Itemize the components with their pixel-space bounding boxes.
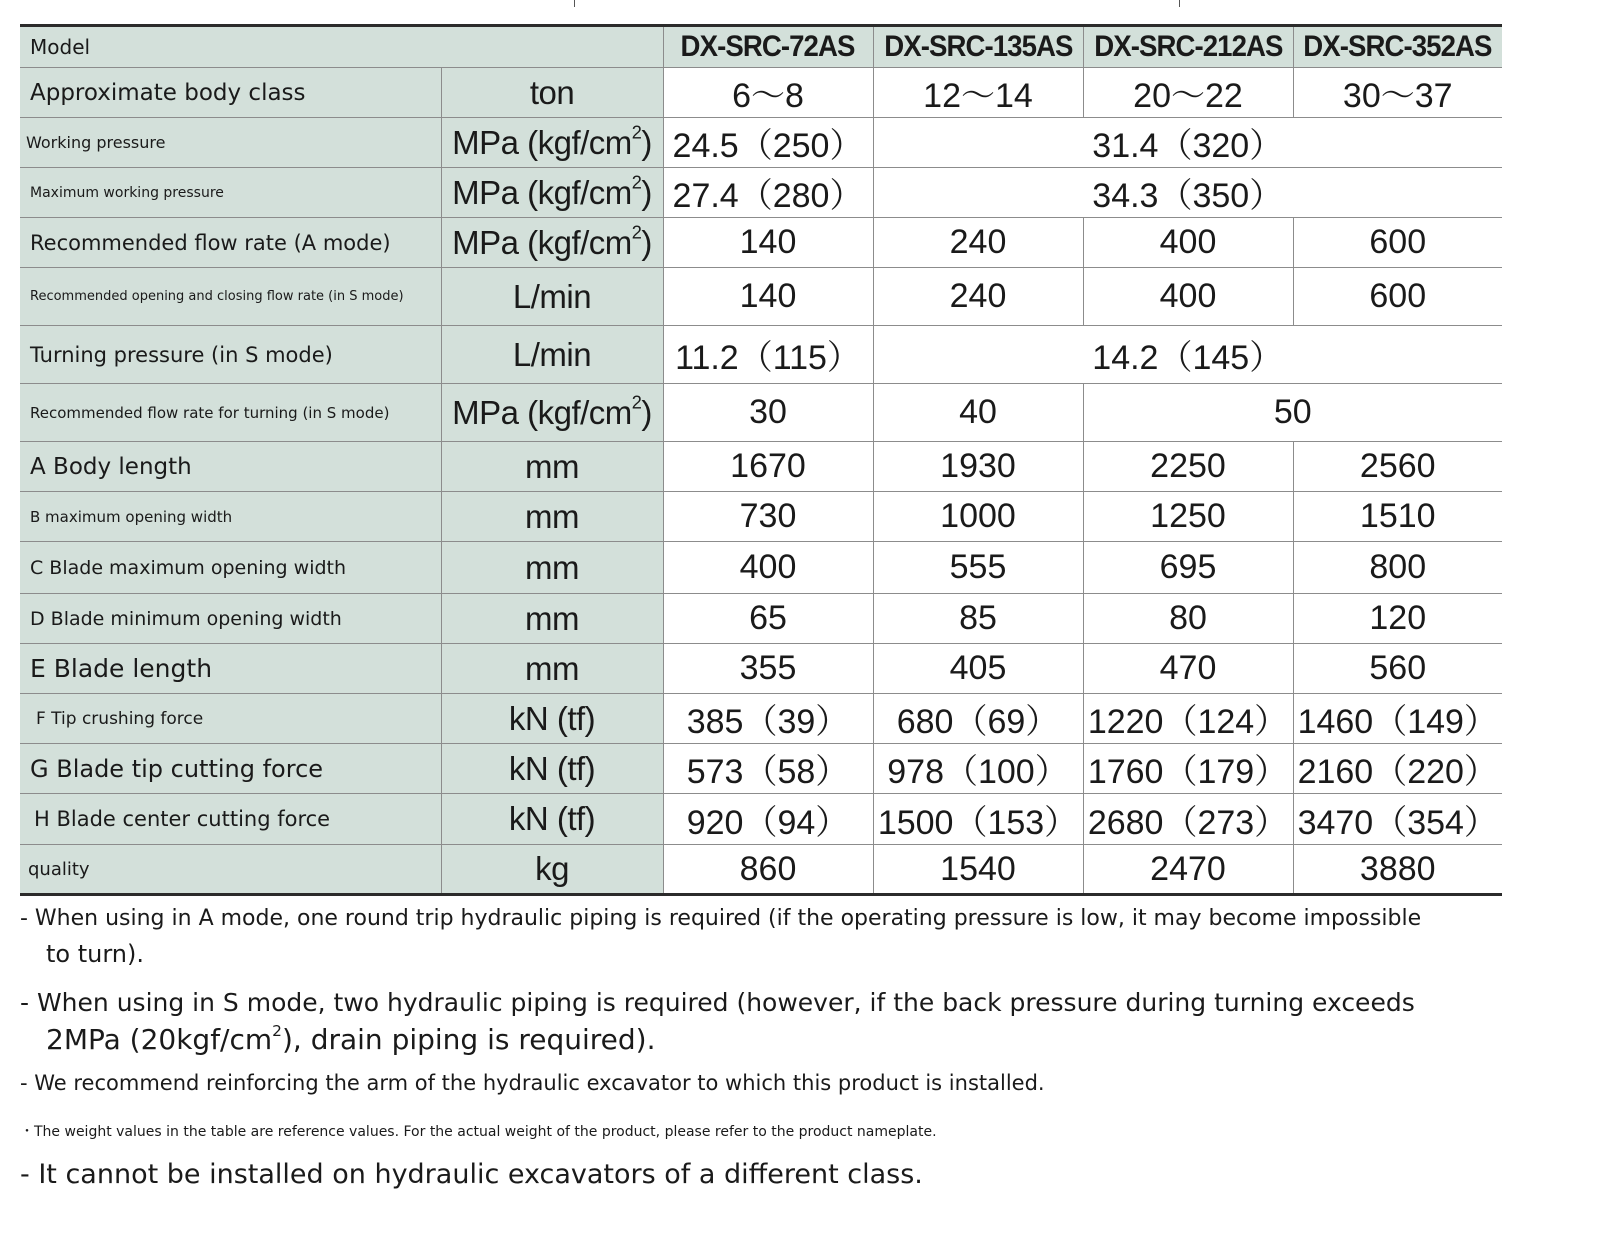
row-unit: kN (tf) bbox=[441, 794, 663, 845]
cell-value: 555 bbox=[873, 542, 1083, 594]
cell-value: 1460（149） bbox=[1293, 694, 1502, 744]
row-label: A Body length bbox=[20, 442, 441, 492]
row-unit: L/min bbox=[441, 268, 663, 326]
cell-value: 2680（273） bbox=[1083, 794, 1293, 845]
note-weight-reference: ・The weight values in the table are reference values. For the actual weight of the product, please refer to the product nameplate. bbox=[20, 1124, 937, 1140]
cell-value: 140 bbox=[663, 268, 873, 326]
cell-value: 355 bbox=[663, 644, 873, 694]
row-label: Recommended flow rate for turning (in S mode) bbox=[20, 384, 441, 442]
cell-value-merged: 50 bbox=[1083, 384, 1502, 442]
table-row bbox=[20, 542, 1502, 594]
cell-value: 573（58） bbox=[663, 744, 873, 794]
row-label: quality bbox=[20, 845, 441, 895]
cell-value: 120 bbox=[1293, 594, 1502, 644]
table-row bbox=[20, 594, 1502, 644]
cell-value: 470 bbox=[1083, 644, 1293, 694]
cell-value: 405 bbox=[873, 644, 1083, 694]
cell-value: 680（69） bbox=[873, 694, 1083, 744]
row-label: G Blade tip cutting force bbox=[20, 744, 441, 794]
row-label: Recommended flow rate (A mode) bbox=[20, 218, 441, 268]
cell-value: 80 bbox=[1083, 594, 1293, 644]
row-label: C Blade maximum opening width bbox=[20, 542, 441, 594]
model-header-135as: DX-SRC-135AS bbox=[873, 26, 1083, 68]
row-label: H Blade center cutting force bbox=[20, 794, 441, 845]
row-unit: kN (tf) bbox=[441, 744, 663, 794]
table-row bbox=[20, 644, 1502, 694]
cell-value: 800 bbox=[1293, 542, 1502, 594]
cell-value: 12～14 bbox=[873, 68, 1083, 118]
row-unit: mm bbox=[441, 492, 663, 542]
crop-tick-mark bbox=[1179, 0, 1180, 7]
model-header-72as: DX-SRC-72AS bbox=[663, 26, 873, 68]
model-header-label: Model bbox=[20, 26, 663, 68]
row-label: Recommended opening and closing flow rate (in S mode) bbox=[20, 268, 441, 326]
cell-value: 27.4（280） bbox=[663, 168, 873, 218]
cell-value: 11.2（115） bbox=[663, 326, 873, 384]
cell-value: 3880 bbox=[1293, 845, 1502, 895]
table-row bbox=[20, 384, 1502, 442]
model-header-352as: DX-SRC-352AS bbox=[1293, 26, 1502, 68]
crop-tick-mark bbox=[574, 0, 575, 7]
cell-value: 1000 bbox=[873, 492, 1083, 542]
cell-value: 20～22 bbox=[1083, 68, 1293, 118]
cell-value: 1930 bbox=[873, 442, 1083, 492]
cell-value: 30～37 bbox=[1293, 68, 1502, 118]
row-label: B maximum opening width bbox=[20, 492, 441, 542]
row-label: E Blade length bbox=[20, 644, 441, 694]
note-s-mode-line2: 2MPa $(20kgf/cm^2)$, drain piping is required). bbox=[46, 1021, 656, 1056]
table-row bbox=[20, 845, 1502, 895]
note-a-mode-line2: to turn). bbox=[46, 940, 144, 968]
cell-value: 400 bbox=[1083, 268, 1293, 326]
row-label: Working pressure bbox=[20, 118, 441, 168]
cell-value: 1540 bbox=[873, 845, 1083, 895]
row-unit: kg bbox=[441, 845, 663, 895]
row-unit: mm bbox=[441, 542, 663, 594]
table-row bbox=[20, 442, 1502, 492]
cell-value: 2560 bbox=[1293, 442, 1502, 492]
cell-value: 2250 bbox=[1083, 442, 1293, 492]
cell-value: 240 bbox=[873, 218, 1083, 268]
cell-value: 2470 bbox=[1083, 845, 1293, 895]
cell-value: 85 bbox=[873, 594, 1083, 644]
cell-value-merged: 34.3（350） bbox=[873, 168, 1502, 218]
cell-value: 6～8 bbox=[663, 68, 873, 118]
table-row bbox=[20, 326, 1502, 384]
cell-value: 1500（153） bbox=[873, 794, 1083, 845]
table-header-row bbox=[20, 26, 1502, 68]
row-unit: mm bbox=[441, 442, 663, 492]
row-label: Maximum working pressure bbox=[20, 168, 441, 218]
row-unit: MPa $(kgf/cm^2)$ bbox=[441, 168, 663, 218]
table-row bbox=[20, 118, 1502, 168]
table-row bbox=[20, 794, 1502, 845]
row-label: D Blade minimum opening width bbox=[20, 594, 441, 644]
cell-value: 400 bbox=[663, 542, 873, 594]
table-row bbox=[20, 268, 1502, 326]
table-row bbox=[20, 68, 1502, 118]
table-row bbox=[20, 744, 1502, 794]
cell-value-merged: 14.2（145） bbox=[873, 326, 1502, 384]
cell-value: 600 bbox=[1293, 268, 1502, 326]
table-row bbox=[20, 168, 1502, 218]
row-unit: L/min bbox=[441, 326, 663, 384]
cell-value: 920（94） bbox=[663, 794, 873, 845]
row-label: F Tip crushing force bbox=[20, 694, 441, 744]
model-header-212as: DX-SRC-212AS bbox=[1083, 26, 1293, 68]
row-unit: ton bbox=[441, 68, 663, 118]
cell-value: 2160（220） bbox=[1293, 744, 1502, 794]
cell-value: 240 bbox=[873, 268, 1083, 326]
row-unit: MPa $(kgf/cm^2)$ bbox=[441, 384, 663, 442]
note-reinforce-arm: - We recommend reinforcing the arm of the hydraulic excavator to which this product is installed. bbox=[20, 1071, 1045, 1095]
cell-value: 695 bbox=[1083, 542, 1293, 594]
cell-value: 860 bbox=[663, 845, 873, 895]
cell-value: 40 bbox=[873, 384, 1083, 442]
cell-value: 1220（124） bbox=[1083, 694, 1293, 744]
table-row bbox=[20, 492, 1502, 542]
table-row bbox=[20, 218, 1502, 268]
row-unit: kN (tf) bbox=[441, 694, 663, 744]
note-s-mode-line1: - When using in S mode, two hydraulic piping is required (however, if the back pressure during turning exceeds bbox=[20, 988, 1415, 1017]
cell-value: 1760（179） bbox=[1083, 744, 1293, 794]
cell-value: 978（100） bbox=[873, 744, 1083, 794]
cell-value: 1510 bbox=[1293, 492, 1502, 542]
cell-value: 600 bbox=[1293, 218, 1502, 268]
row-label: Turning pressure (in S mode) bbox=[20, 326, 441, 384]
spec-table bbox=[20, 24, 1502, 896]
row-unit: MPa $(kgf/cm^2)$ bbox=[441, 218, 663, 268]
note-class-restriction: - It cannot be installed on hydraulic excavators of a different class. bbox=[20, 1159, 923, 1190]
cell-value: 30 bbox=[663, 384, 873, 442]
cell-value: 65 bbox=[663, 594, 873, 644]
row-label: Approximate body class bbox=[20, 68, 441, 118]
row-unit: mm bbox=[441, 594, 663, 644]
cell-value: 400 bbox=[1083, 218, 1293, 268]
row-unit: mm bbox=[441, 644, 663, 694]
cell-value: 3470（354） bbox=[1293, 794, 1502, 845]
cell-value: 560 bbox=[1293, 644, 1502, 694]
cell-value: 385（39） bbox=[663, 694, 873, 744]
cell-value: 140 bbox=[663, 218, 873, 268]
note-a-mode-line1: - When using in A mode, one round trip hydraulic piping is required (if the operating pressure is low, it may become impossible bbox=[20, 906, 1422, 931]
cell-value: 1250 bbox=[1083, 492, 1293, 542]
table-row bbox=[20, 694, 1502, 744]
cell-value: 1670 bbox=[663, 442, 873, 492]
cell-value: 730 bbox=[663, 492, 873, 542]
cell-value-merged: 31.4（320） bbox=[873, 118, 1502, 168]
row-unit: MPa $(kgf/cm^2)$ bbox=[441, 118, 663, 168]
cell-value: 24.5（250） bbox=[663, 118, 873, 168]
